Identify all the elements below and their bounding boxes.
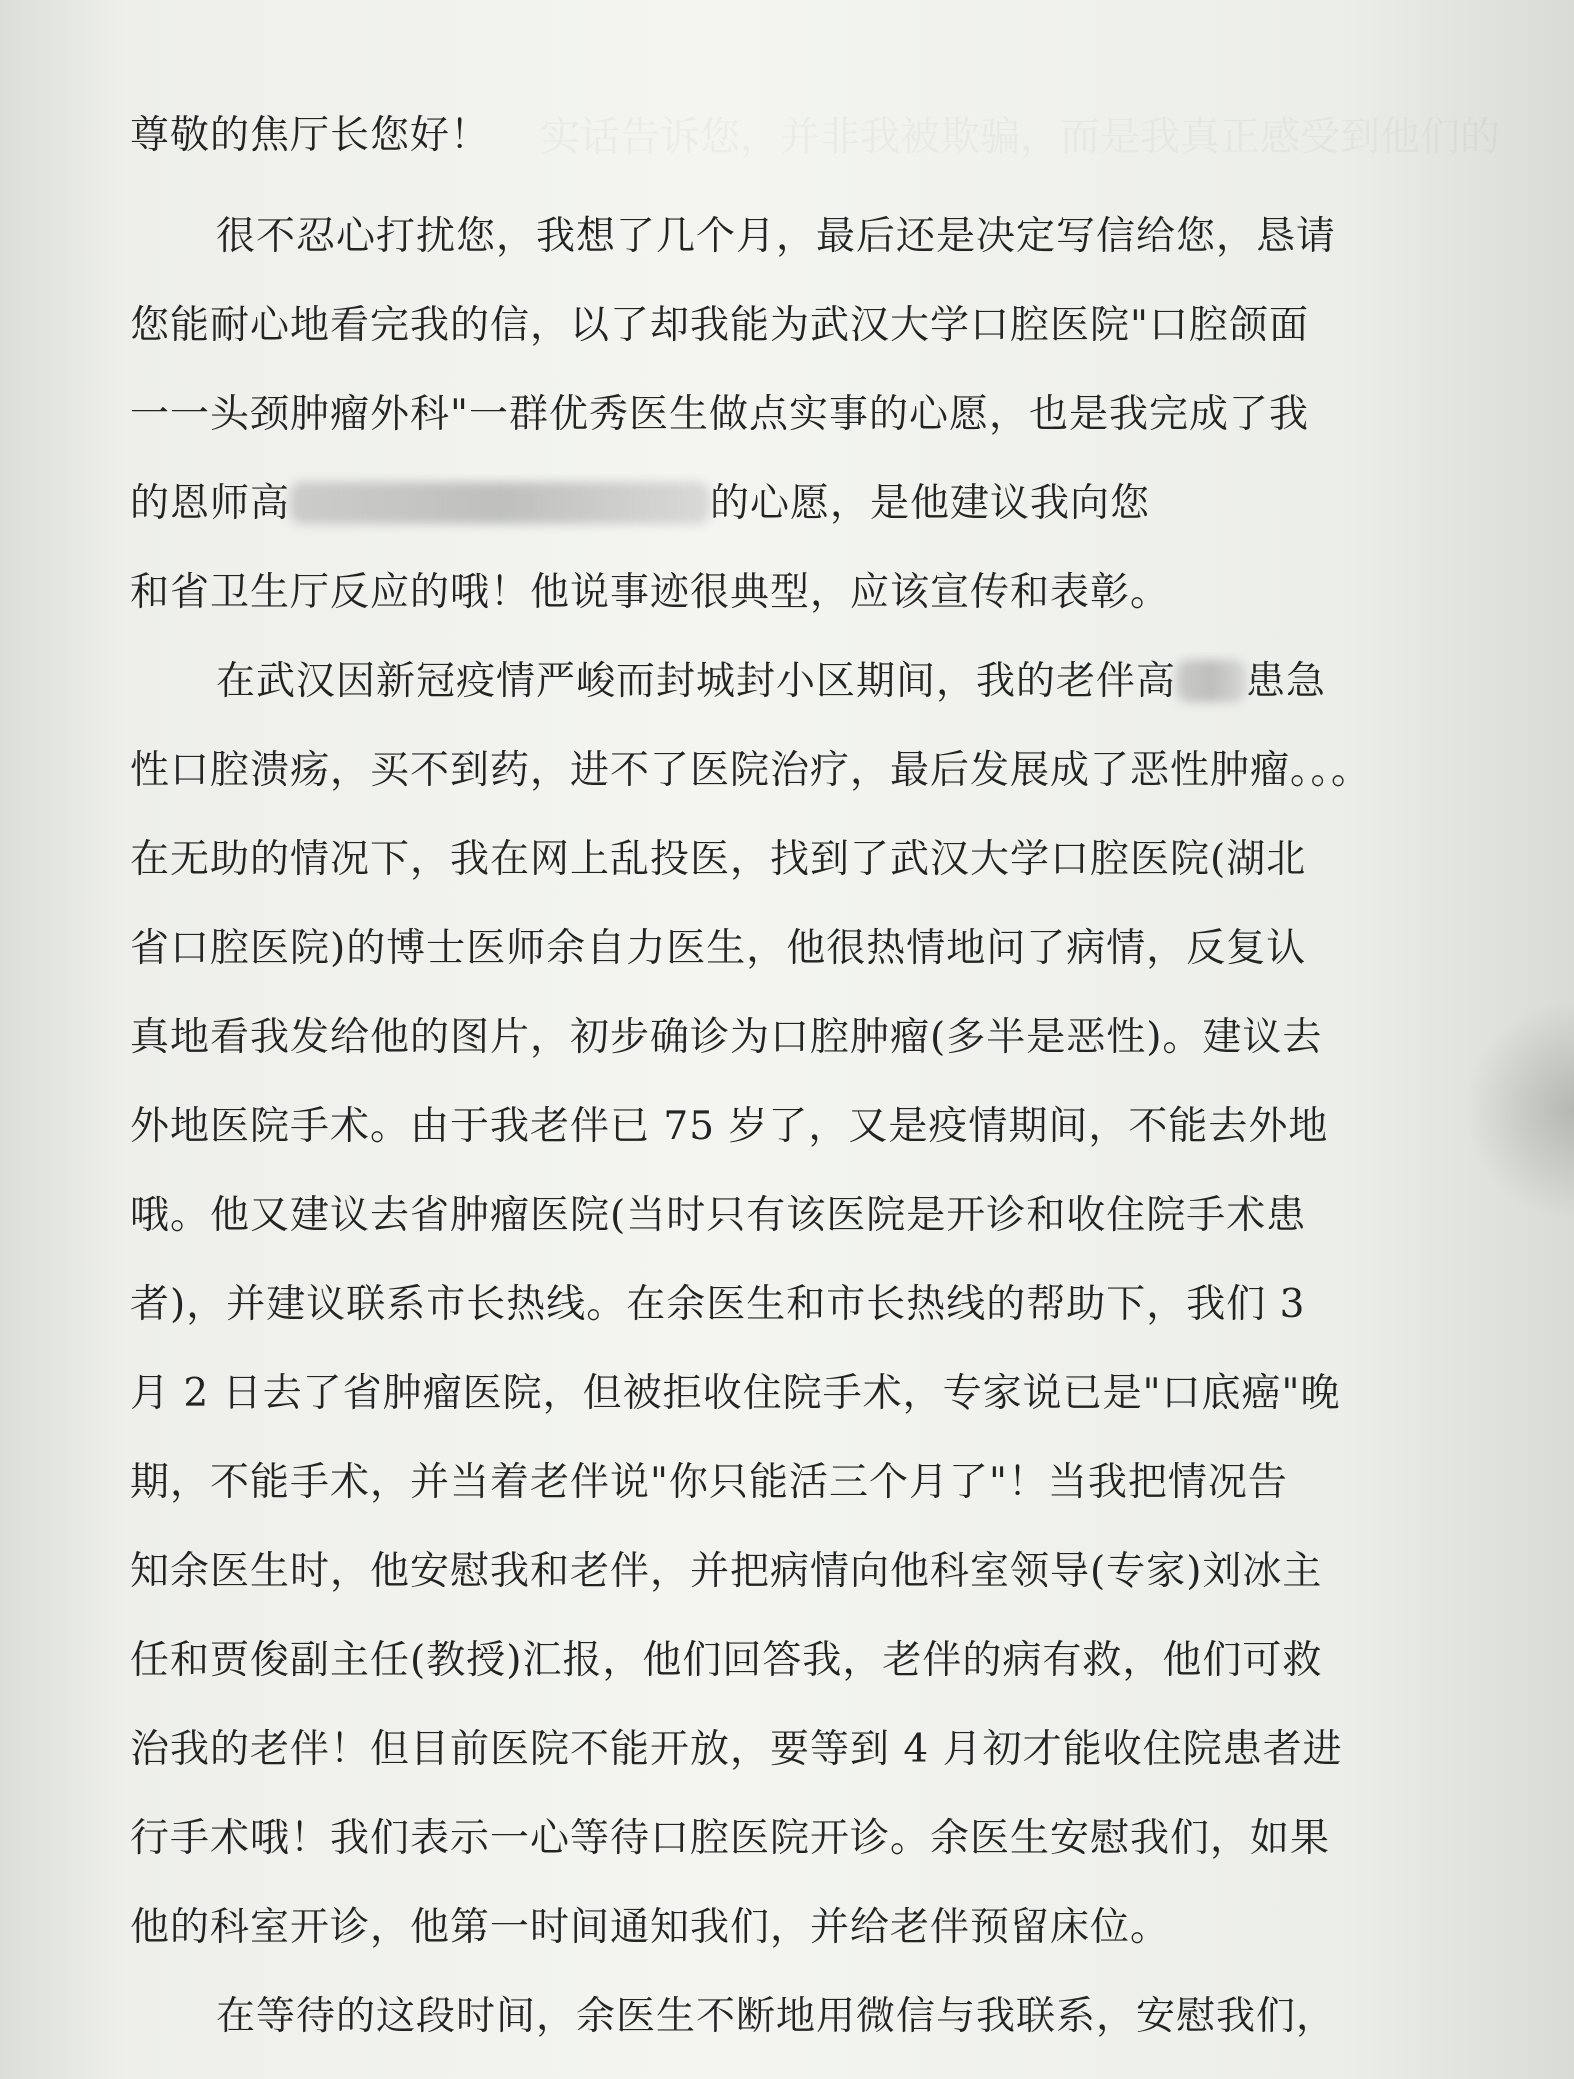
paragraph-2-line-14: 行手术哦！我们表示一心等待口腔医院开诊。余医生安慰我们，如果: [130, 1816, 1331, 1861]
paragraph-2-line-1-end: 患急: [1246, 659, 1327, 704]
paragraph-2-line-13: 治我的老伴！但目前医院不能开放，要等到 4 月初才能收住院患者进: [130, 1727, 1343, 1772]
letter-page: [100, 82, 1470, 2072]
paragraph-2-line-10: 期，不能手术，并当着老伴说"你只能活三个月了"！当我把情况告: [130, 1460, 1288, 1505]
paragraph-3-line-1: 在等待的这段时间，余医生不断地用微信与我联系，安慰我们，: [216, 1994, 1337, 2039]
paragraph-2-line-7: 哦。他又建议去省肿瘤医院(当时只有该医院是开诊和收住院手术患: [130, 1193, 1307, 1238]
paragraph-2-line-9: 月 2 日去了省肿瘤医院，但被拒收住院手术，专家说已是"口底癌"晚: [130, 1371, 1341, 1416]
paragraph-1-line-4-end: 的心愿，是他建议我向您: [710, 481, 1151, 526]
paragraph-1-line-4: [130, 474, 1450, 534]
paragraph-1-line-2: 您能耐心地看完我的信，以了却我能为武汉大学口腔医院"口腔颌面: [130, 303, 1309, 348]
paragraph-1-line-1: 很不忍心打扰您，我想了几个月，最后还是决定写信给您，恳请: [216, 214, 1337, 259]
paragraph-2-line-2: 性口腔溃疡，买不到药，进不了医院治疗，最后发展成了恶性肿瘤。。。: [130, 748, 1372, 793]
salutation: 尊敬的焦厅长您好！: [130, 113, 491, 158]
paragraph-2-line-1-start: 在武汉因新冠疫情严峻而封城封小区期间，我的老伴高: [216, 659, 1177, 704]
paragraph-2-line-1: [216, 652, 1466, 712]
paragraph-2-line-4: 省口腔医院)的博士医师余自力医生，他很热情地问了病情，反复认: [130, 926, 1307, 971]
paragraph-2-line-11: 知余医生时，他安慰我和老伴，并把病情向他科室领导(专家)刘冰主: [130, 1549, 1323, 1594]
redacted-name: [290, 482, 710, 524]
paragraph-1-line-5: 和省卫生厅反应的哦！他说事迹很典型，应该宣传和表彰。: [130, 570, 1171, 615]
paragraph-2-line-8: 者)，并建议联系市长热线。在余医生和市长热线的帮助下，我们 3: [130, 1282, 1306, 1327]
paragraph-2-line-12: 任和贾俊副主任(教授)汇报，他们回答我，老伴的病有救，他们可救: [130, 1638, 1323, 1683]
show-through-text: 实话告诉您，并非我被欺骗，而是我真正感受到他们的: [540, 114, 1500, 160]
paragraph-2-line-3: 在无助的情况下，我在网上乱投医，找到了武汉大学口腔医院(湖北: [130, 837, 1307, 882]
paragraph-2-line-6: 外地医院手术。由于我老伴已 75 岁了，又是疫情期间，不能去外地: [130, 1104, 1329, 1149]
page-shadow: [1464, 1000, 1574, 1220]
paragraph-1-line-4-start: 的恩师高: [130, 481, 291, 526]
paragraph-2-line-5: 真地看我发给他的图片，初步确诊为口腔肿瘤(多半是恶性)。建议去: [130, 1015, 1323, 1060]
paragraph-2-line-15: 他的科室开诊，他第一时间通知我们，并给老伴预留床位。: [130, 1905, 1171, 1950]
paragraph-1-line-3: 一一头颈肿瘤外科"一群优秀医生做点实事的心愿，也是我完成了我: [130, 392, 1309, 437]
redacted-name: [1176, 660, 1246, 702]
